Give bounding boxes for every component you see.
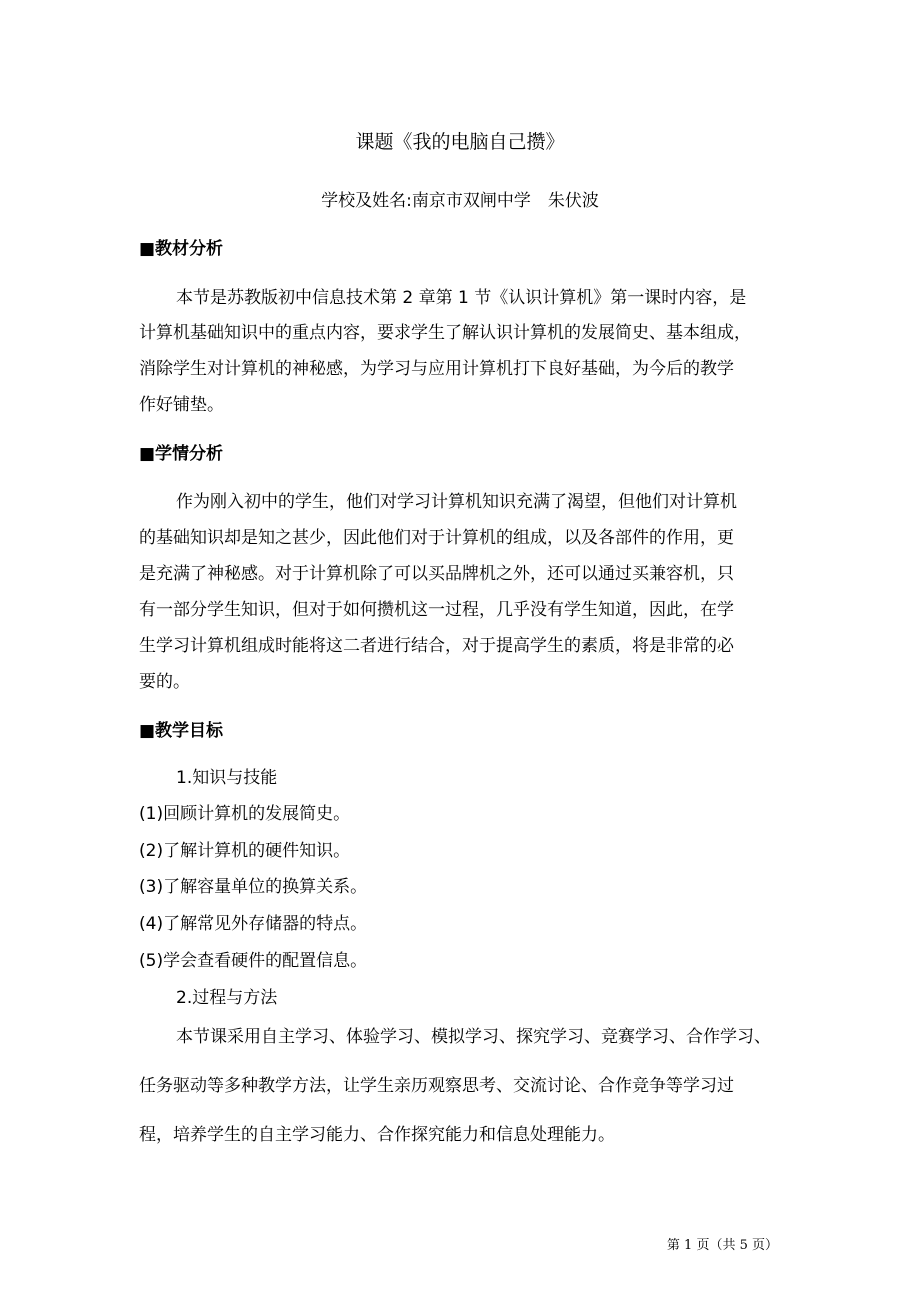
page-footer: 第 1 页（共 5 页） — [666, 1238, 778, 1253]
paragraph-line: 消除学生对计算机的神秘感，为学习与应用计算机打下良好基础，为今后的教学 — [139, 359, 734, 379]
paragraph-line: 本节是苏教版初中信息技术第 2 章第 1 节《认识计算机》第一课时内容，是 — [176, 288, 747, 308]
paragraph-line: 的基础知识却是知之甚少，因此他们对于计算机的组成，以及各部件的作用，更 — [139, 528, 734, 548]
paragraph-line: 作为刚入初中的学生，他们对学习计算机知识充满了渴望，但他们对计算机 — [176, 492, 737, 512]
section-heading-goals: ■教学目标 — [139, 721, 224, 741]
knowledge-item: (2)了解计算机的硬件知识。 — [139, 841, 351, 861]
paragraph-line: 本节课采用自主学习、体验学习、模拟学习、探究学习、竞赛学习、合作学习、 — [176, 1027, 771, 1047]
section-heading-students: ■学情分析 — [139, 444, 224, 464]
knowledge-item: (1)回顾计算机的发展简史。 — [139, 804, 351, 824]
paragraph-line: 作好铺垫。 — [139, 395, 224, 415]
paragraph-line: 程，培养学生的自主学习能力、合作探究能力和信息处理能力。 — [139, 1125, 615, 1145]
section-heading-materials: ■教材分析 — [139, 239, 224, 259]
subsection-title-process: 2.过程与方法 — [176, 988, 278, 1008]
paragraph-line: 有一部分学生知识，但对于如何攒机这一过程，几乎没有学生知道，因此，在学 — [139, 600, 734, 620]
knowledge-item: (5)学会查看硬件的配置信息。 — [139, 951, 368, 971]
author-line: 学校及姓名:南京市双闸中学 朱伏波 — [321, 191, 599, 211]
paragraph-line: 计算机基础知识中的重点内容，要求学生了解认识计算机的发展简史、基本组成， — [139, 323, 751, 343]
paragraph-line: 要的。 — [139, 672, 190, 692]
subsection-title-knowledge: 1.知识与技能 — [176, 768, 278, 788]
document-title: 课题《我的电脑自己攒》 — [355, 131, 565, 153]
paragraph-line: 生学习计算机组成时能将这二者进行结合，对于提高学生的素质，将是非常的必 — [139, 636, 734, 656]
paragraph-line: 是充满了神秘感。对于计算机除了可以买品牌机之外，还可以通过买兼容机，只 — [139, 564, 734, 584]
paragraph-line: 任务驱动等多种教学方法，让学生亲历观察思考、交流讨论、合作竞争等学习过 — [139, 1076, 734, 1096]
knowledge-item: (4)了解常见外存储器的特点。 — [139, 914, 368, 934]
knowledge-item: (3)了解容量单位的换算关系。 — [139, 877, 368, 897]
